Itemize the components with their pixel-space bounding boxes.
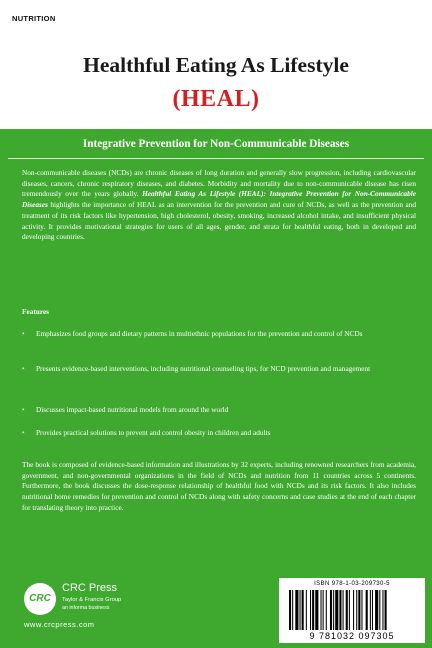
bullet-icon: • xyxy=(22,405,25,414)
barcode-bars xyxy=(289,590,415,630)
feature-text: Presents evidence-based interventions, including nutritional counseling tips, for NCD prevention and management xyxy=(36,364,371,373)
barcode-bar xyxy=(346,590,348,630)
cover-body xyxy=(0,129,432,648)
feature-item xyxy=(22,405,412,416)
barcode-bar xyxy=(372,590,373,630)
publisher-group: Taylor & Francis Group xyxy=(62,597,122,603)
bullet-icon: • xyxy=(22,364,25,373)
barcode-bar xyxy=(349,590,350,630)
barcode-bar xyxy=(323,590,324,630)
barcode-bar xyxy=(302,590,304,630)
crc-logo-icon xyxy=(24,583,56,615)
feature-text: Discusses impact-based nutritional models from around the world xyxy=(36,405,229,414)
isbn-barcode xyxy=(279,578,425,643)
barcode-bar xyxy=(306,590,307,630)
feature-item xyxy=(22,364,412,375)
barcode-bar xyxy=(375,590,378,630)
barcode-bar xyxy=(379,590,380,630)
barcode-bar xyxy=(358,590,360,630)
barcode-bar xyxy=(330,590,332,630)
book-title-abbreviation: (HEAL) xyxy=(172,86,260,112)
category-label: NUTRITION xyxy=(12,14,56,23)
closing-paragraph: The book is composed of evidence-based information and illustrations by 32 experts, including renowned researchers from academia, government, and non-governmental organizations in the field of NCDs and nutrition from 11 countries across 5 continents. Furthermore, the book discusses the dose-response relationship of healthful food with NCDs and its risk factors. It also includes nutritional home remedies for prevention and control of NCDs along with safety concerns and case studies at the end of each chapter for translating theory into practice. xyxy=(22,460,416,512)
barcode-bar xyxy=(382,590,383,630)
feature-item xyxy=(22,428,412,439)
barcode-bar xyxy=(321,590,322,630)
barcode-bar xyxy=(310,590,311,630)
feature-text: Provides practical solutions to prevent and control obesity in children and adults xyxy=(36,428,271,437)
barcode-bar xyxy=(343,590,344,630)
barcode-bar xyxy=(333,590,334,630)
barcode-bar xyxy=(292,590,293,630)
bullet-icon: • xyxy=(22,329,25,338)
publisher-url: www.crcpress.com xyxy=(24,620,95,629)
barcode-bar xyxy=(312,590,314,630)
barcode-number: 9 781032 097305 xyxy=(309,631,395,641)
barcode-bar xyxy=(339,590,341,630)
description-text-end: highlights the importance of HEAL as an intervention for the prevention and cure of NCDs, as well as the prevention and treatment of its risk factors like hypertension, high cholesterol, obesity, smoking, increased alcohol intake, and insufficient physical activity. It provides motivational strategies for users of all ages, gender, and strata for healthful eating, both in developed and developing countries. xyxy=(22,200,416,242)
publisher-business: an informa business xyxy=(62,605,110,611)
divider xyxy=(8,158,424,159)
barcode-bar xyxy=(295,590,298,630)
barcode-bar xyxy=(356,590,357,630)
publisher-logo xyxy=(24,580,166,630)
barcode-bar xyxy=(326,590,327,630)
book-title: Healthful Eating As Lifestyle xyxy=(83,53,349,77)
barcode-bar xyxy=(361,590,362,630)
barcode-bar xyxy=(385,590,387,630)
description-text-start: Non-communicable diseases (NCDs) are chronic diseases of long duration and generally slow progression, including cardiovascular diseases, cancers, chronic respiratory diseases, and diabetes. Morbidity and mortality due to non-communicable disease has risen tremendously over the years globally. xyxy=(22,168,416,199)
features-heading: Features xyxy=(22,307,50,316)
feature-text: Emphasizes food groups and dietary patterns in multiethnic populations for the prevention and control of NCDs xyxy=(36,329,363,338)
bullet-icon: • xyxy=(22,428,25,437)
barcode-bar xyxy=(300,590,301,630)
feature-item xyxy=(22,329,412,340)
publisher-name: CRC Press xyxy=(62,582,118,594)
barcode-bar xyxy=(370,590,371,630)
barcode-bar xyxy=(335,590,338,630)
isbn-label: ISBN 978-1-03-209730-5 xyxy=(314,581,390,587)
barcode-bar xyxy=(289,590,291,630)
book-subtitle: Integrative Prevention for Non-Communicable Diseases xyxy=(82,138,350,150)
description-paragraph xyxy=(22,168,416,243)
barcode-bar xyxy=(366,590,368,630)
barcode-bar xyxy=(353,590,354,630)
description-emphasis: Healthful Eating As Lifestyle (HEAL): Integrative Prevention for Non-Communicable Diseases xyxy=(22,189,416,210)
barcode-bar xyxy=(315,590,318,630)
cover-header xyxy=(0,0,432,129)
logo-mark-text: CRC xyxy=(29,593,51,604)
